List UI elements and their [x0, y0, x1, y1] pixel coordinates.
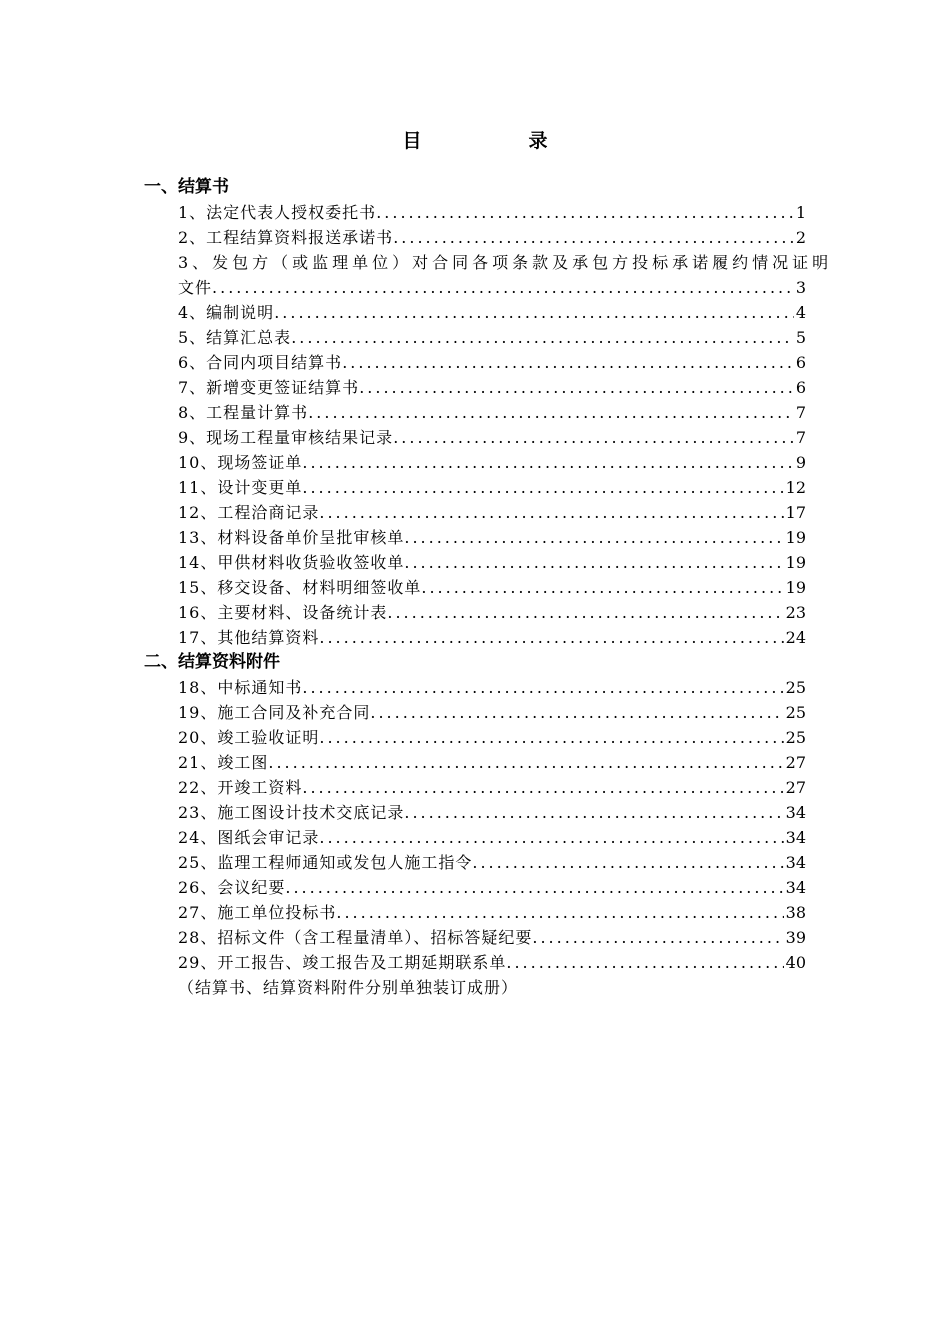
toc-entry[interactable] — [144, 450, 806, 475]
toc-leader-dots — [387, 600, 783, 625]
toc-leader-dots — [421, 575, 783, 600]
toc-leader-dots — [336, 900, 783, 925]
toc-page-number: 6 — [795, 378, 806, 397]
toc-entry-label: 16、主要材料、设备统计表 — [178, 603, 388, 622]
toc-entry-label: 11、设计变更单 — [178, 478, 303, 497]
toc-page-number: 25 — [785, 728, 806, 747]
toc-page-number: 6 — [795, 353, 806, 372]
toc-page-number: 34 — [785, 853, 806, 872]
toc-page-number: 4 — [795, 303, 806, 322]
toc-leader-dots — [274, 300, 794, 325]
toc-entry[interactable] — [144, 325, 806, 350]
toc-entry-label: 12、工程洽商记录 — [178, 503, 320, 522]
toc-entry-label: 8、工程量计算书 — [178, 403, 309, 422]
toc-entry-label: 28、招标文件（含工程量清单）、招标答疑纪要 — [178, 928, 533, 947]
toc-entry-label: 7、新增变更签证结算书 — [178, 378, 360, 397]
toc-entry-label: 3、发包方（或监理单位）对合同各项条款及承包方投标承诺履约情况证明 — [178, 253, 833, 272]
toc-page-number: 25 — [785, 678, 806, 697]
toc-entry[interactable] — [144, 950, 806, 975]
toc-entry-label: 21、竣工图 — [178, 753, 269, 772]
toc-entry-label: 23、施工图设计技术交底记录 — [178, 803, 405, 822]
binding-note: （结算书、结算资料附件分别单独装订成册） — [178, 978, 519, 997]
toc-leader-dots — [319, 500, 783, 525]
toc-leader-dots — [370, 700, 783, 725]
toc-entry-label: 22、开竣工资料 — [178, 778, 303, 797]
toc-page-number: 9 — [795, 453, 806, 472]
toc-page-number: 12 — [785, 478, 806, 497]
toc-leader-dots — [319, 625, 783, 650]
toc-leader-dots — [532, 925, 783, 950]
toc-entry[interactable] — [144, 375, 806, 400]
toc-entry[interactable] — [144, 475, 806, 500]
toc-page-number: 2 — [795, 228, 806, 247]
page-title: 目 录 — [402, 130, 592, 152]
toc-entry-label: 19、施工合同及补充合同 — [178, 703, 371, 722]
toc-leader-dots — [376, 200, 794, 225]
toc-entry[interactable] — [144, 800, 806, 825]
toc-leader-dots — [308, 400, 794, 425]
toc-entry[interactable] — [144, 250, 833, 300]
toc-entry[interactable] — [144, 725, 806, 750]
toc-entry-label: 27、施工单位投标书 — [178, 903, 337, 922]
toc-leader-dots — [302, 775, 783, 800]
toc-page-number: 23 — [785, 603, 806, 622]
toc-page-number: 3 — [795, 278, 806, 297]
toc-entry[interactable] — [144, 750, 806, 775]
toc-page-number: 5 — [795, 328, 806, 347]
toc-leader-dots — [404, 800, 783, 825]
toc-entry-label: 1、法定代表人授权委托书 — [178, 203, 377, 222]
toc-entry[interactable] — [144, 525, 806, 550]
toc-entry[interactable] — [144, 575, 806, 600]
toc-entry-label: 4、编制说明 — [178, 303, 275, 322]
toc-entry[interactable] — [144, 850, 806, 875]
toc-page-number: 7 — [795, 428, 806, 447]
toc-page-number: 34 — [785, 878, 806, 897]
toc-entry-label: 15、移交设备、材料明细签收单 — [178, 578, 422, 597]
toc-leader-dots — [285, 875, 783, 900]
toc-entry[interactable] — [144, 775, 806, 800]
toc-leader-dots — [319, 725, 783, 750]
toc-leader-dots — [291, 325, 794, 350]
toc-entry[interactable] — [144, 925, 806, 950]
section-heading-attachments: 二、结算资料附件 — [144, 652, 280, 672]
toc-entry-label: 2、工程结算资料报送承诺书 — [178, 228, 394, 247]
toc-entry-label: 17、其他结算资料 — [178, 628, 320, 647]
section-heading-settlement: 一、结算书 — [144, 177, 229, 197]
toc-entry[interactable] — [144, 600, 806, 625]
toc-entry-label: 24、图纸会审记录 — [178, 828, 320, 847]
toc-leader-dots — [342, 350, 794, 375]
toc-page-number: 34 — [785, 803, 806, 822]
toc-entry[interactable] — [144, 625, 806, 650]
toc-page-number: 19 — [785, 528, 806, 547]
toc-leader-dots — [302, 675, 783, 700]
toc-leader-dots — [359, 375, 794, 400]
toc-entry-label: 6、合同内项目结算书 — [178, 353, 343, 372]
toc-leader-dots — [319, 825, 783, 850]
toc-entry-label: 29、开工报告、竣工报告及工期延期联系单 — [178, 953, 507, 972]
toc-page-number: 17 — [785, 503, 806, 522]
toc-entry-label: 14、甲供材料收货验收签收单 — [178, 553, 405, 572]
toc-entry-label: 10、现场签证单 — [178, 453, 303, 472]
toc-entry[interactable] — [144, 700, 806, 725]
toc-page-number: 25 — [785, 703, 806, 722]
toc-entry[interactable] — [144, 425, 806, 450]
toc-entry-label: 9、现场工程量审核结果记录 — [178, 428, 394, 447]
toc-page-number: 40 — [785, 953, 806, 972]
toc-page-number: 19 — [785, 578, 806, 597]
toc-entry[interactable] — [144, 300, 806, 325]
toc-leader-dots — [472, 850, 783, 875]
toc-entry[interactable] — [144, 200, 806, 225]
toc-page-number: 39 — [785, 928, 806, 947]
toc-entry-label: 26、会议纪要 — [178, 878, 286, 897]
toc-page-number: 7 — [795, 403, 806, 422]
toc-leader-dots — [393, 225, 794, 250]
toc-page-number: 24 — [785, 628, 806, 647]
toc-leader-dots — [302, 475, 783, 500]
toc-entry[interactable] — [144, 225, 806, 250]
toc-entry[interactable] — [144, 675, 806, 700]
toc-page-number: 27 — [785, 778, 806, 797]
toc-entry-label: 25、监理工程师通知或发包人施工指令 — [178, 853, 473, 872]
toc-leader-dots — [212, 275, 794, 300]
toc-entry[interactable] — [144, 900, 806, 925]
toc-page-number: 19 — [785, 553, 806, 572]
toc-page-number: 27 — [785, 753, 806, 772]
toc-leader-dots — [302, 450, 793, 475]
toc-leader-dots — [404, 525, 783, 550]
toc-leader-dots — [404, 550, 783, 575]
toc-page-number: 34 — [785, 828, 806, 847]
toc-entry-label: 5、结算汇总表 — [178, 328, 292, 347]
toc-entry[interactable] — [144, 350, 806, 375]
table-of-contents — [144, 175, 833, 1000]
toc-entry[interactable] — [144, 875, 806, 900]
toc-entry[interactable] — [144, 550, 806, 575]
toc-entry[interactable] — [144, 825, 806, 850]
toc-leader-dots — [268, 750, 783, 775]
toc-entry-label-continued: 文件 — [178, 278, 213, 297]
toc-page-number: 1 — [795, 203, 806, 222]
toc-entry[interactable] — [144, 400, 806, 425]
toc-entry[interactable] — [144, 500, 806, 525]
toc-entry-label: 13、材料设备单价呈批审核单 — [178, 528, 405, 547]
toc-leader-dots — [393, 425, 794, 450]
toc-page-number: 38 — [785, 903, 806, 922]
toc-leader-dots — [506, 950, 783, 975]
toc-entry-label: 20、竣工验收证明 — [178, 728, 320, 747]
toc-entry-label: 18、中标通知书 — [178, 678, 303, 697]
